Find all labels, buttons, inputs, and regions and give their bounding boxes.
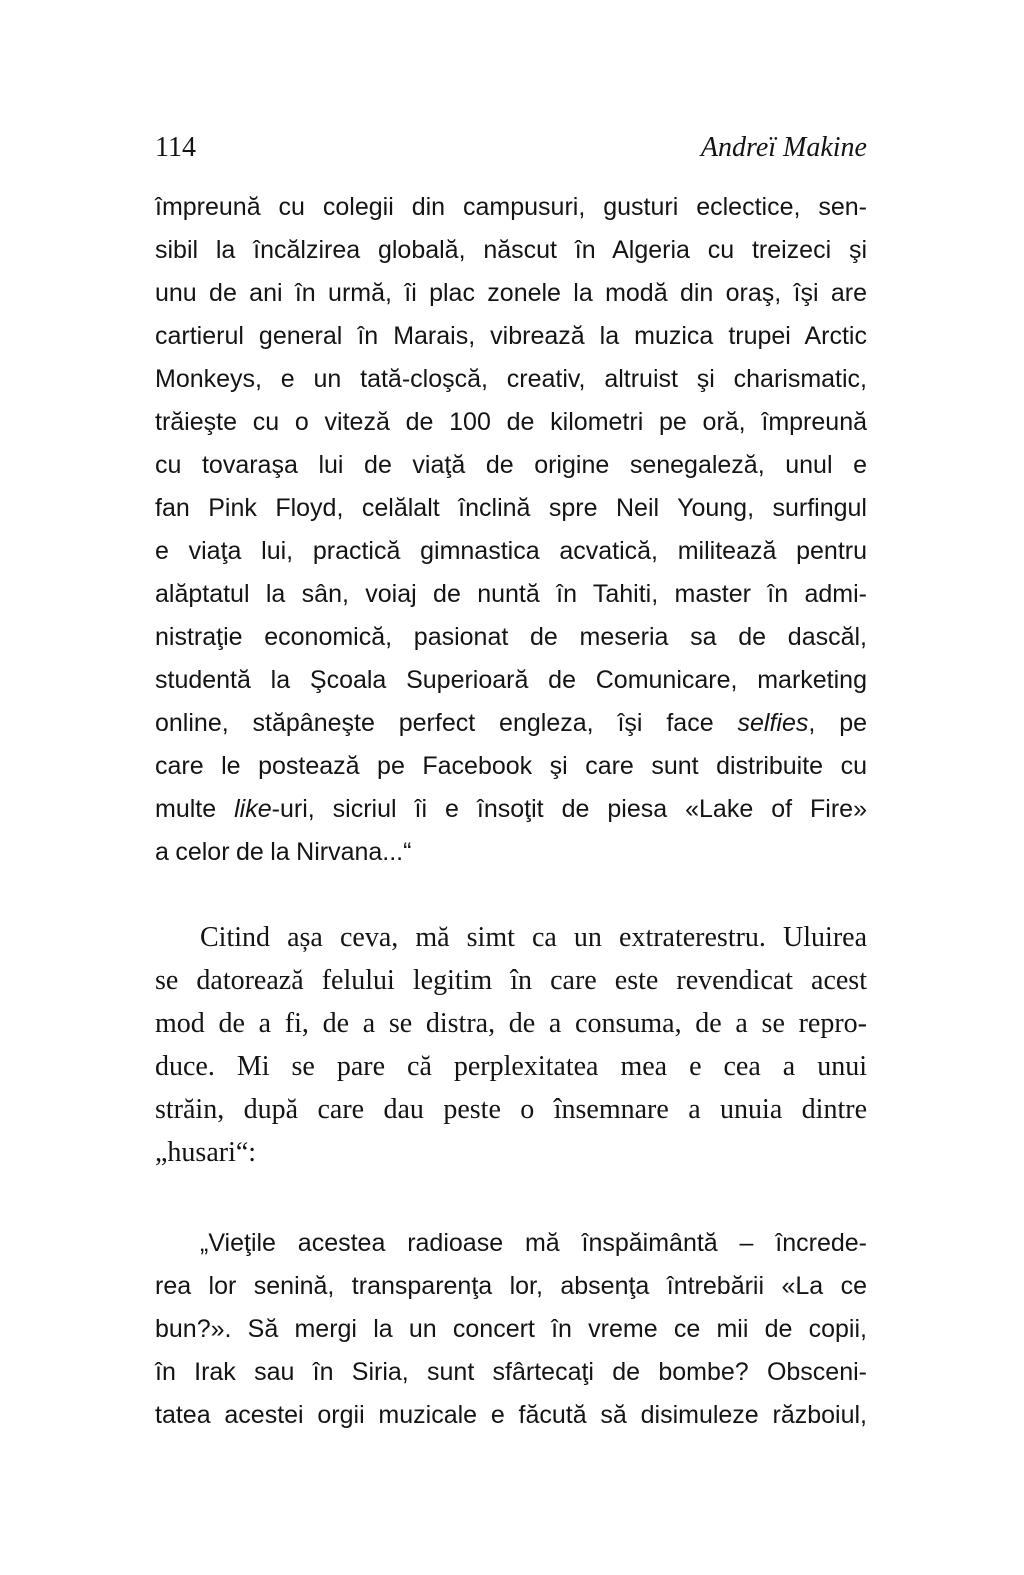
text-line: Citind așa ceva, mă simt ca un extraterestru. Uluirea bbox=[200, 922, 867, 953]
text-line: e viaţa lui, practică gimnastica acvatică, militează pentru bbox=[155, 537, 867, 565]
text-line: care le postează pe Facebook şi care sunt distribuite cu bbox=[155, 752, 867, 780]
paragraph bbox=[155, 186, 867, 874]
text-line: rea lor senină, transparenţa lor, absenţa întrebării «La ce bbox=[155, 1272, 867, 1300]
text-line: a celor de la Nirvana...“ bbox=[155, 838, 412, 866]
text-line: nistraţie economică, pasionat de meseria sa de dascăl, bbox=[155, 623, 867, 651]
text-line: „husari“: bbox=[155, 1137, 257, 1168]
page-body bbox=[155, 186, 867, 1437]
running-head-author: Andreï Makine bbox=[700, 132, 867, 163]
text-line: fan Pink Floyd, celălalt înclină spre Neil Young, surfingul bbox=[155, 494, 867, 522]
text-line: împreună cu colegii din campusuri, gusturi eclectice, sen- bbox=[155, 193, 867, 221]
text-line: online, stăpâneşte perfect engleza, îşi face selfies, pe bbox=[155, 709, 867, 737]
paragraph bbox=[155, 916, 867, 1174]
text-line: în Irak sau în Siria, sunt sfârtecaţi de bombe? Obsceni- bbox=[155, 1358, 867, 1386]
text-line: străin, după care dau peste o însemnare a unuia dintre bbox=[155, 1094, 867, 1125]
text-line: „Vieţile acestea radioase mă înspăimântă – încrede- bbox=[200, 1229, 867, 1257]
text-line: cu tovaraşa lui de viaţă de origine senegaleză, unul e bbox=[155, 451, 867, 479]
text-line: tatea acestei orgii muzicale e făcută să disimuleze războiul, bbox=[155, 1401, 867, 1429]
text-line: trăieşte cu o viteză de 100 de kilometri pe oră, împreună bbox=[155, 408, 867, 436]
text-line: se datorează felului legitim în care este revendicat acest bbox=[155, 965, 867, 996]
text-line: sibil la încălzirea globală, născut în Algeria cu treizeci şi bbox=[155, 236, 867, 264]
text-line: alăptatul la sân, voiaj de nuntă în Tahiti, master în admi- bbox=[155, 580, 867, 608]
paragraph bbox=[155, 1222, 867, 1437]
text-line: duce. Mi se pare că perplexitatea mea e cea a unui bbox=[155, 1051, 867, 1082]
text-line: cartierul general în Marais, vibrează la muzica trupei Arctic bbox=[155, 322, 867, 350]
text-line: bun?». Să mergi la un concert în vreme ce mii de copii, bbox=[155, 1315, 867, 1343]
page-header bbox=[155, 130, 867, 166]
text-line: mod de a fi, de a se distra, de a consuma, de a se repro- bbox=[155, 1008, 867, 1039]
text-line: unu de ani în urmă, îi plac zonele la modă din oraş, îşi are bbox=[155, 279, 867, 307]
text-line: multe like-uri, sicriul îi e însoţit de piesa «Lake of Fire» bbox=[155, 795, 867, 823]
page-number: 114 bbox=[155, 132, 196, 163]
text-line: Monkeys, e un tată-cloşcă, creativ, altruist şi charismatic, bbox=[155, 365, 867, 393]
text-line: studentă la Şcoala Superioară de Comunicare, marketing bbox=[155, 666, 867, 694]
